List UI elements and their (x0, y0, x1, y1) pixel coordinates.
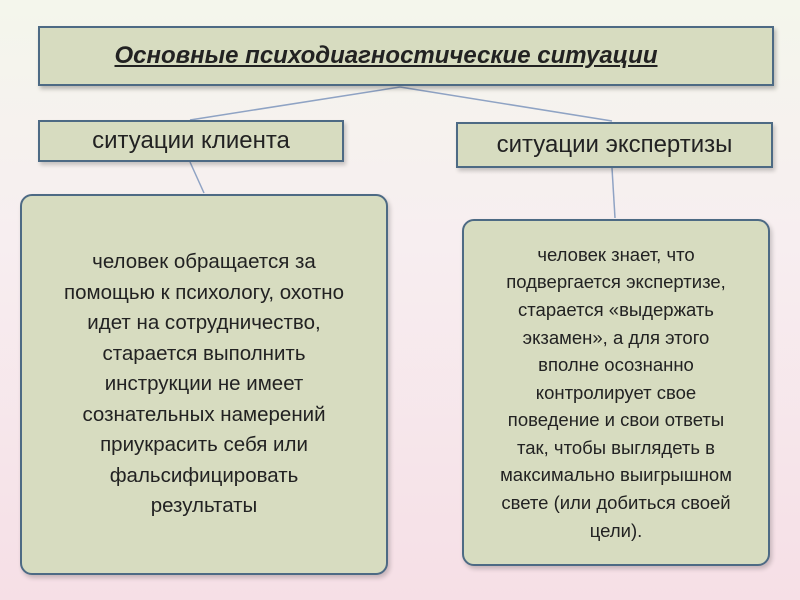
client-situations-card (20, 194, 388, 575)
expertise-situations-card (462, 219, 770, 566)
connector-right-head-to-card (612, 168, 615, 218)
title-box (38, 26, 774, 86)
connector-left-head-to-card (190, 162, 204, 193)
diagram-title: Основные психодиагностические ситуации (114, 42, 658, 69)
expertise-situations-text: человек знает, что подвергается экспертизе, старается «выдержать экзамен», а для этого вполне осознанно контролирует свое поведение и свои ответы так, чтобы выглядеть в максимально выигрышном свете (или добиться своей цели). (500, 243, 732, 541)
client-situations-heading-box (38, 120, 344, 162)
client-situations-text: человек обращается за помощью к психологу, охотно идет на сотрудничество, старается выполнить инструкции не имеет сознательных намерений приукрасить себя или фальсифицировать результаты (64, 250, 344, 518)
expertise-situations-heading: ситуации экспертизы (496, 131, 733, 158)
client-situations-heading: ситуации клиента (92, 127, 290, 154)
connector-title-to-right (400, 87, 612, 121)
connector-title-to-left (190, 87, 400, 120)
expertise-situations-heading-box (456, 122, 773, 168)
